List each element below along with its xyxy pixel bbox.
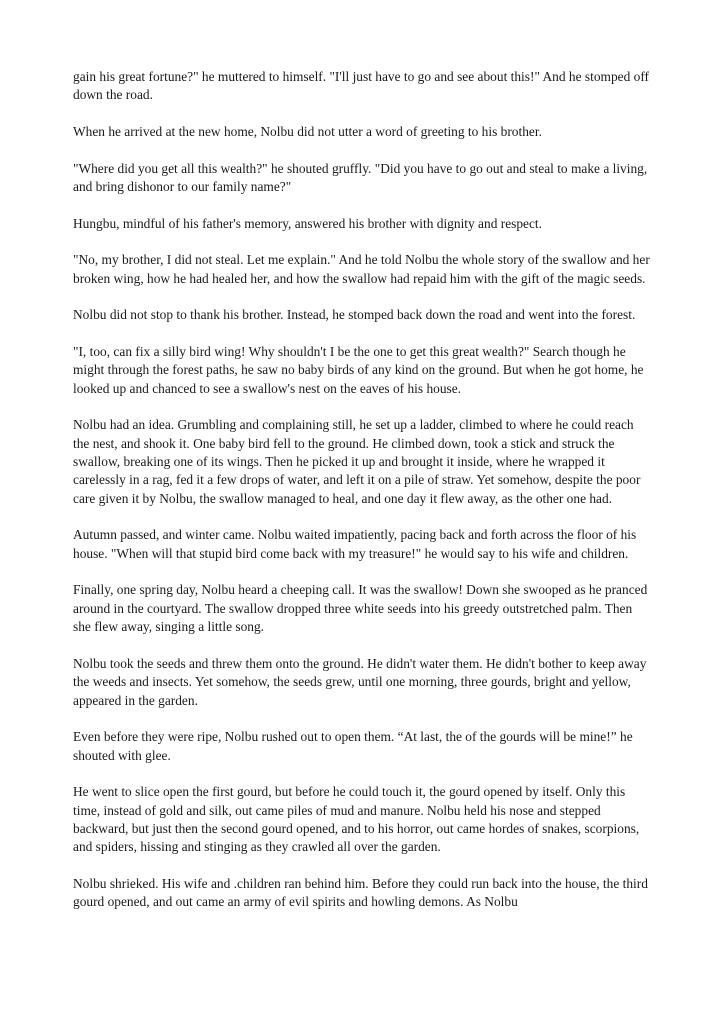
paragraph-14: Nolbu shrieked. His wife and .children ran behind him. Before they could run back into the house, the third gourd opened, and out came an army of evil spirits and howling demons. As Nolbu — [73, 876, 648, 910]
paragraph-13: He went to slice open the first gourd, but before he could touch it, the gourd opened by itself. Only this time, instead of gold and silk, out came piles of mud and manure. Nolbu held his nose and stepped backward, but just then the second gourd opened, and to his horror, out came hordes of snakes, scorpions, and spiders, hissing and stinging as they crawled all over the garden. — [73, 784, 640, 855]
paragraph-9: Autumn passed, and winter came. Nolbu waited impatiently, pacing back and forth across the floor of his house. "When will that stupid bird come back with my treasure!" he would say to his wife and children. — [73, 527, 637, 561]
paragraph-8: Nolbu had an idea. Grumbling and complaining still, he set up a ladder, climbed to where he could reach the nest, and shook it. One baby bird fell to the ground. He climbed down, took a stick and struck the swallow, breaking one of its wings. Then he picked it up and brought it inside, where he wrapped it carelessly in a rag, fed it a few drops of water, and left it on a pile of straw. Yet somehow, despite the poor care given it by Nolbu, the swallow managed to heal, and one day it flew away, as the other one had. — [73, 417, 641, 506]
paragraph-12: Even before they were ripe, Nolbu rushed out to open them. “At last, the of the gourds will be mine!” he shouted with glee. — [73, 729, 633, 763]
document-page — [73, 68, 653, 930]
paragraph-10: Finally, one spring day, Nolbu heard a cheeping call. It was the swallow! Down she swooped as he pranced around in the courtyard. The swallow dropped three white seeds into his greedy outstretched palm. Then she flew away, singing a little song. — [73, 582, 648, 635]
paragraph-5: "No, my brother, I did not steal. Let me explain." And he told Nolbu the whole story of the swallow and her broken wing, how he had healed her, and how the swallow had repaid him with the gift of the magic seeds. — [73, 252, 650, 286]
paragraph-11: Nolbu took the seeds and threw them onto the ground. He didn't water them. He didn't bother to keep away the weeds and insects. Yet somehow, the seeds grew, until one morning, three gourds, bright and yellow, appeared in the garden. — [73, 655, 647, 708]
paragraph-2: When he arrived at the new home, Nolbu did not utter a word of greeting to his brother. — [73, 124, 542, 139]
paragraph-7: "I, too, can fix a silly bird wing! Why shouldn't I be the one to get this great wealth?" Search though he might through the forest paths, he saw no baby birds of any kind on the ground. But when he got home, he looked up and chanced to see a swallow's nest on the eaves of his house. — [73, 343, 644, 396]
paragraph-1: gain his great fortune?" he muttered to himself. "I'll just have to go and see about this!" And he stomped off down the road. — [73, 69, 650, 103]
paragraph-6: Nolbu did not stop to thank his brother. Instead, he stomped back down the road and went into the forest. — [73, 307, 636, 323]
paragraph-3: "Where did you get all this wealth?" he shouted gruffly. "Did you have to go out and steal to make a living, and bring dishonor to our family name?" — [73, 160, 648, 194]
paragraph-4: Hungbu, mindful of his father's memory, answered his brother with dignity and respect. — [73, 215, 542, 231]
